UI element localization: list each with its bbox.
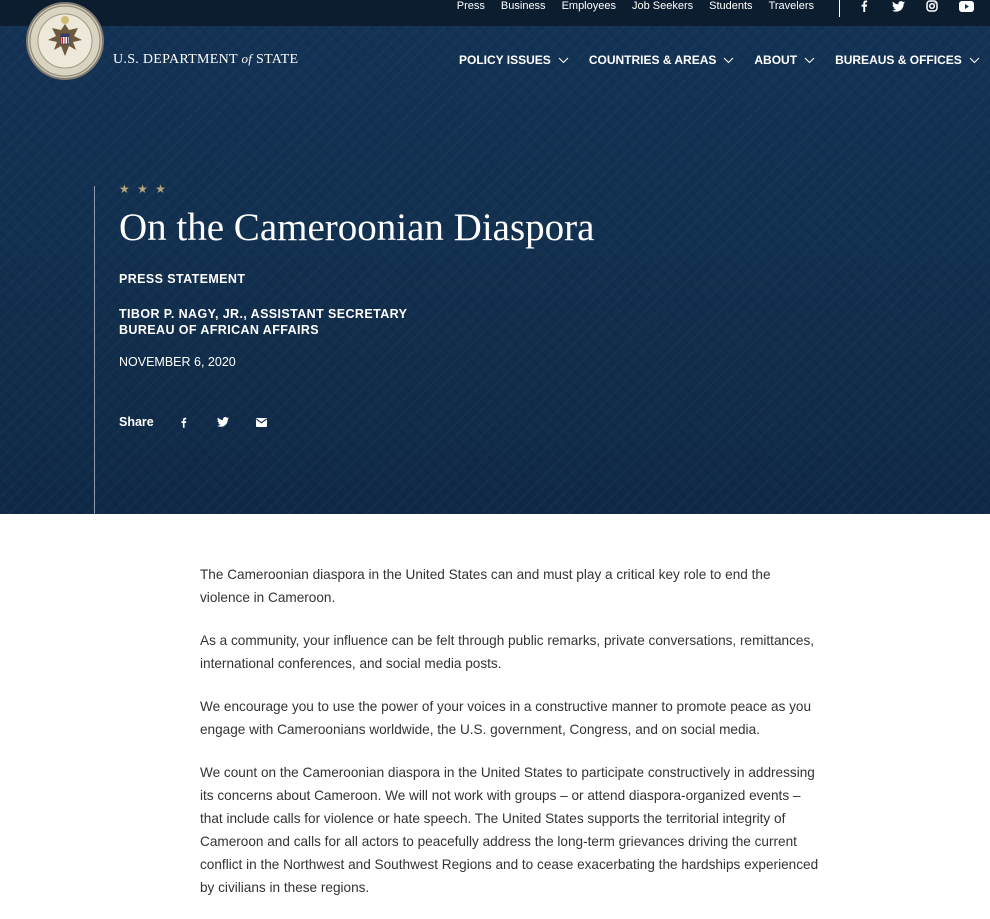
wordmark-part-2: of (241, 51, 253, 66)
utility-link-job-seekers[interactable]: Job Seekers (631, 0, 694, 12)
youtube-icon[interactable] (958, 0, 974, 12)
utility-link-employees[interactable]: Employees (561, 0, 616, 12)
share-twitter-button[interactable] (213, 413, 233, 431)
share-email-button[interactable] (252, 413, 272, 431)
chevron-down-icon (723, 57, 734, 64)
wordmark-part-3: STATE (255, 52, 299, 67)
facebook-icon[interactable] (856, 0, 872, 12)
chevron-down-icon (969, 57, 980, 64)
publication-date: NOVEMBER 6, 2020 (119, 355, 236, 369)
chevron-down-icon (804, 57, 815, 64)
author-name: TIBOR P. NAGY, JR., ASSISTANT SECRETARY (119, 307, 408, 321)
nav-label: COUNTRIES & AREAS (588, 53, 717, 67)
nav-label: BUREAUS & OFFICES (835, 53, 962, 67)
utility-link-business[interactable]: Business (500, 0, 546, 12)
department-seal-logo[interactable] (26, 2, 104, 80)
chevron-down-icon (558, 57, 569, 64)
main-nav (459, 52, 990, 68)
wordmark-part-1: U.S. DEPARTMENT (113, 52, 238, 67)
article-paragraph: The Cameroonian diaspora in the United States can and must play a critical key role to end the violence in Cameroon. (200, 567, 771, 605)
utility-link-travelers[interactable]: Travelers (768, 0, 814, 12)
page-title: On the Cameroonian Diaspora (119, 206, 595, 249)
document-type: PRESS STATEMENT (119, 272, 246, 286)
article-body (200, 563, 824, 919)
utility-divider (839, 0, 840, 17)
nav-bureaus-offices[interactable] (835, 52, 980, 68)
author-block (119, 306, 407, 338)
nav-about[interactable] (754, 52, 815, 68)
nav-label: POLICY ISSUES (459, 53, 551, 67)
social-links (856, 0, 974, 12)
facebook-icon (180, 417, 187, 428)
hero-vertical-rule (94, 186, 95, 514)
share-bar (119, 413, 291, 431)
twitter-icon[interactable] (890, 0, 906, 12)
nav-label: ABOUT (754, 53, 798, 67)
department-wordmark[interactable] (113, 51, 298, 68)
article-paragraph: We count on the Cameroonian diaspora in the United States to participate constructively in addressing its concerns about Cameroon. We will not work with groups – or attend diaspora-organized events – that include calls for violence or hate speech. The United States supports the territorial integrity of Cameroon and calls for all actors to peacefully address the long-term grievances driving the current conflict in the Northwest and Southwest Regions and to cease exacerbating the hardships experienced by civilians in these regions. (200, 765, 819, 895)
author-bureau: BUREAU OF AFRICAN AFFAIRS (119, 323, 320, 337)
utility-link-students[interactable]: Students (709, 0, 753, 12)
twitter-icon (217, 417, 229, 427)
nav-countries-areas[interactable] (589, 52, 735, 68)
email-icon (256, 418, 267, 427)
nav-policy-issues[interactable] (459, 52, 569, 68)
instagram-icon[interactable] (924, 0, 940, 12)
share-facebook-button[interactable] (174, 413, 194, 431)
article-paragraph: We encourage you to use the power of your voices in a constructive manner to promote peace as you engage with Cameroonians worldwide, the U.S. government, Congress, and on social media. (200, 699, 812, 737)
stars-decoration: ★ ★ ★ (119, 182, 168, 196)
utility-link-press[interactable]: Press (456, 0, 485, 12)
article-paragraph: As a community, your influence can be felt through public remarks, private conversations, remittances, international conferences, and social media posts. (200, 633, 815, 671)
share-label: Share (119, 415, 154, 429)
utility-nav (441, 0, 814, 14)
